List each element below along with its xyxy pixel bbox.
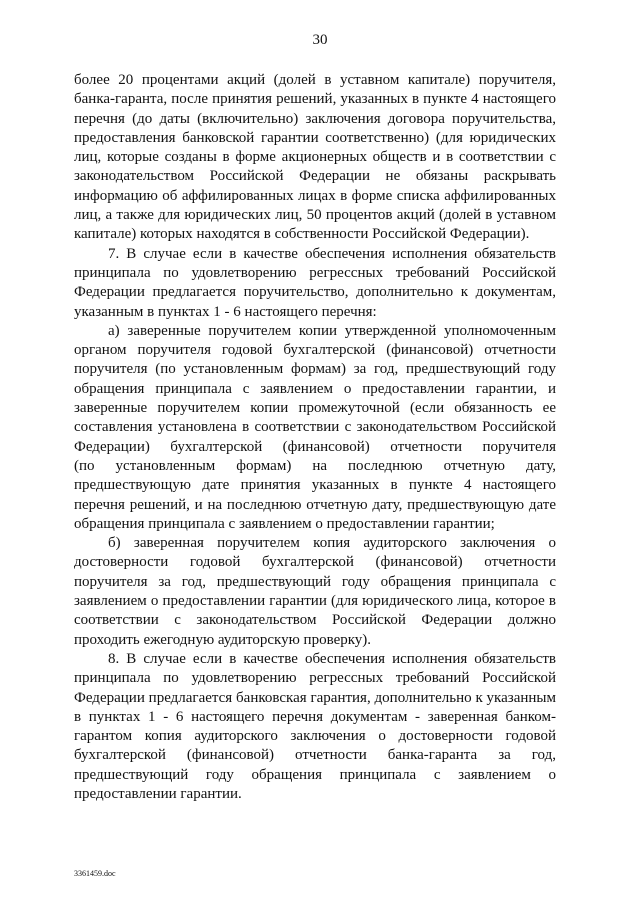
- text-line: лиц, которые созданы в форме акционерных обществ и в соответствии с: [74, 149, 556, 166]
- text-line: составления установлена в соответствии с законодательством Российской: [74, 419, 556, 436]
- text-line: заявлением о предоставлении гарантии (для юридического лица, которое в: [74, 593, 556, 610]
- text-line: информацию об аффилированных лицах в форме списка аффилированных: [74, 187, 556, 204]
- document-body: [74, 71, 556, 804]
- text-line: органом поручителя годовой бухгалтерской (финансовой) отчетности: [74, 342, 556, 359]
- text-line: обращения принципала с заявлением о предоставлении гарантии, и: [74, 380, 556, 397]
- text-line: законодательством Российской Федерации не обязаны раскрывать: [74, 168, 556, 185]
- text-line: (по установленным формам) на последнюю отчетную дату,: [74, 457, 556, 474]
- text-line: б) заверенная поручителем копия аудиторского заключения о: [108, 535, 556, 552]
- text-line: Федерации предлагается банковская гарантия, дополнительно к указанным: [74, 689, 556, 706]
- text-line: перечня (до даты (включительно) заключения договора поручительства,: [74, 110, 556, 127]
- text-line: принципала по удовлетворению регрессных требований Российской: [74, 264, 556, 281]
- text-line: более 20 процентами акций (долей в уставном капитале) поручителя,: [74, 72, 556, 88]
- text-line: банка-гаранта, после принятия решений, указанных в пункте 4 настоящего: [74, 91, 556, 108]
- paragraph-item-8: [74, 650, 556, 804]
- text-line: указанным в пунктах 1 - 6 настоящего перечня:: [74, 303, 377, 320]
- text-line: Федерации) бухгалтерской (финансовой) отчетности поручителя: [74, 438, 556, 455]
- text-line: а) заверенные поручителем копии утвержденной уполномоченным: [108, 322, 556, 339]
- paragraph-item-7: [74, 245, 556, 322]
- text-line: предоставления банковской гарантии соответственно) (для юридических: [74, 129, 556, 146]
- text-line: бухгалтерской (финансовой) отчетности банка-гаранта за год,: [74, 747, 556, 764]
- text-line: 7. В случае если в качестве обеспечения исполнения обязательств: [108, 245, 556, 262]
- paragraph-item-7a: [74, 322, 556, 534]
- text-line: предшествующий году обращения принципала с заявлением о: [74, 766, 556, 783]
- page-number: 30: [312, 32, 328, 48]
- paragraph-item-7b: [74, 534, 556, 650]
- paragraph-continuation: [74, 71, 556, 245]
- text-line: поручителя (по установленным формам) за год, предшествующий году: [74, 361, 556, 378]
- text-line: в пунктах 1 - 6 настоящего перечня документам - заверенная банком-: [74, 708, 556, 725]
- text-line: Федерации предлагается поручительство, дополнительно к документам,: [74, 284, 556, 301]
- text-line: заверенные поручителем копии промежуточной (если обязанность ее: [74, 400, 556, 417]
- text-line: принципала по удовлетворению регрессных требований Российской: [74, 670, 556, 687]
- text-line: 8. В случае если в качестве обеспечения исполнения обязательств: [108, 650, 556, 667]
- text-line: достоверности годовой бухгалтерской (финансовой) отчетности: [74, 554, 556, 571]
- text-line: соответствии с законодательством Российской Федерации должно: [74, 612, 556, 629]
- text-line: обращения принципала с заявлением о предоставлении гарантии;: [74, 515, 495, 532]
- text-line: гарантом копия аудиторского заключения о достоверности годовой: [74, 728, 556, 745]
- document-filename: 3361459.doc: [74, 869, 116, 878]
- text-line: капитале) которых находятся в собственности Российской Федерации).: [74, 226, 530, 243]
- text-line: лиц, а также для юридических лиц, 50 процентов акций (долей в уставном: [74, 207, 556, 224]
- text-line: перечня решений, и на последнюю отчетную дату, предшествующую дате: [74, 496, 556, 513]
- text-line: поручителя за год, предшествующий году обращения принципала с: [74, 573, 556, 590]
- text-line: предшествующую дате принятия указанных в пункте 4 настоящего: [74, 477, 556, 494]
- text-line: предоставлении гарантии.: [74, 785, 242, 802]
- text-line: проходить ежегодную аудиторскую проверку).: [74, 631, 372, 648]
